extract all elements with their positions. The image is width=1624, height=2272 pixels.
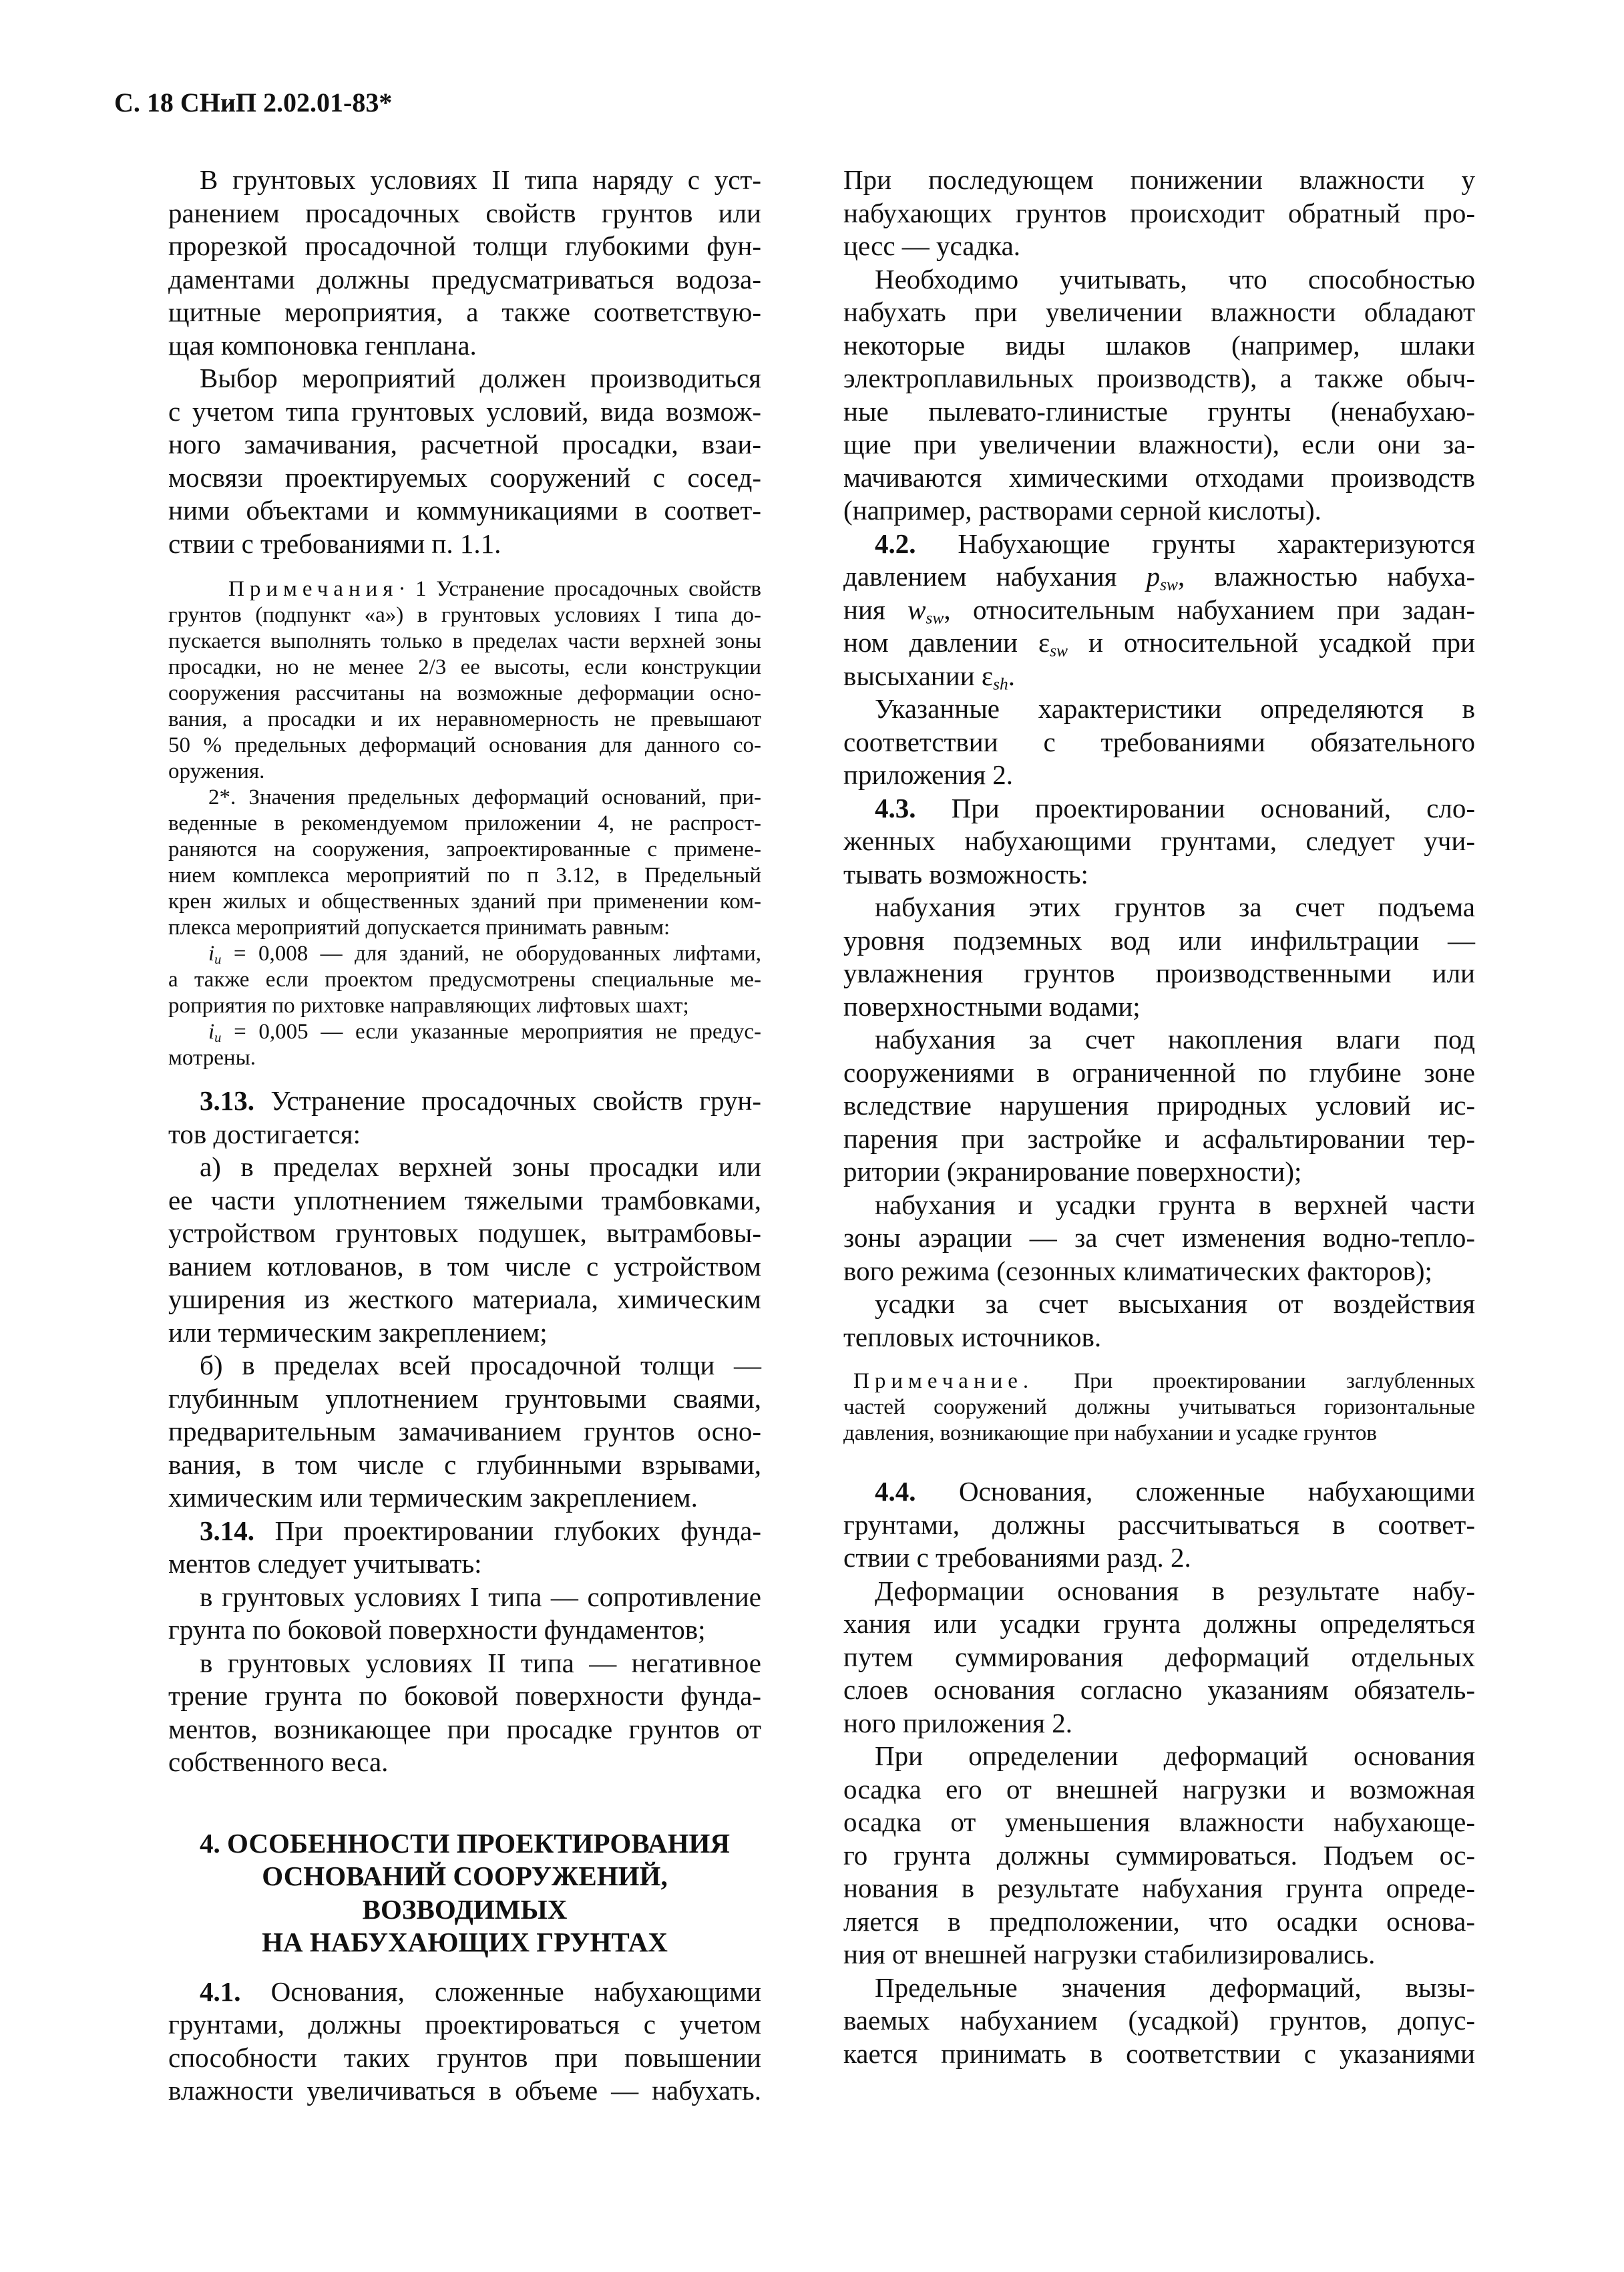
text-line: мосвязи проектируемых сооружений с сосед- [168,461,761,493]
text-line: женных набухающими грунтами, следует учи- [843,825,1475,856]
note-paragraph [168,1019,761,1071]
subscript: u [214,1030,222,1046]
text-line: набухания за счет накопления влаги под [875,1024,1475,1055]
paragraph [843,792,1475,892]
text-line: ее части уплотнением тяжелыми трамбовками, [168,1184,761,1215]
text-run: , относительным набуханием при задан- [944,594,1475,625]
clause-number: 3.14. [200,1515,254,1546]
text-line: соответствии с требованиями обязательного [843,726,1475,757]
text-line [843,1368,1475,1394]
text-line: 4. ОСОБЕННОСТИ ПРОЕКТИРОВАНИЯ [200,1827,730,1859]
text-line: ними объектами и коммуникациями в соответ- [168,495,761,526]
text-line: глубинным уплотнением грунтовыми сваями, [168,1382,761,1414]
text-line: грунта по боковой поверхности фундаментов; [168,1614,706,1645]
text-run: , влажностью набуха- [1178,561,1475,592]
text-line: ного замачивания, расчетной просадки, взаи- [168,429,761,459]
paragraph [168,1647,761,1779]
text-line: влажности увеличиваться в объеме — набухать. [168,2075,761,2106]
text-line: ментов следует учитывать: [168,1548,482,1579]
paragraph [843,693,1475,792]
text-line: сооружения рассчитаны на возможные деформации осно- [168,681,761,705]
note-paragraph [843,1368,1475,1447]
text-line: оружения. [168,759,265,783]
paragraph [843,1575,1475,1740]
text-line: плекса мероприятий допускается принимать равным: [168,916,670,940]
text-line: некоторые виды шлаков (например, шлаки [843,329,1475,361]
paragraph [168,362,761,560]
text-line: мотрены. [168,1046,256,1070]
paragraph [168,1151,761,1349]
text-line: ваемых набуханием (усадкой) грунтов, допус- [843,2005,1475,2036]
text-line: ранением просадочных свойств грунтов или [168,197,761,228]
text-line: ванием котлованов, в том числе с устройством [168,1250,761,1282]
text-line: щие при увеличении влажности), если они за- [843,429,1475,459]
text-line: предварительным замачиванием грунтов осно- [168,1416,761,1447]
paragraph [168,1085,761,1151]
text-line [168,1085,761,1118]
text-line: ментов, возникающее при просадке грунтов от [168,1713,761,1744]
text-line: ствии с требованиями п. 1.1. [168,528,501,559]
paragraph [843,263,1475,528]
text-line: с учетом типа грунтовых условий, вида возмож- [168,395,761,427]
paragraph [843,1189,1475,1288]
text-line: в грунтовых условиях I типа — сопротивление [200,1581,761,1612]
text-line: раняются на сооружения, запроектированные с примене- [168,837,761,862]
paragraph [168,164,761,362]
text-line: ного приложения 2. [843,1707,1073,1738]
text-line: просадки, но не менее 2/3 ее высоты, если конструкции [168,655,761,679]
text-line: набухания этих грунтов за счет подъема [875,892,1475,922]
note-paragraph [168,941,761,1019]
text-line: осадка его от внешней нагрузки и возможная [843,1773,1475,1805]
text-line: приложения 2. [843,759,1014,790]
text-line [843,560,1475,594]
text-line: прорезкой просадочной толщи глубокими фун- [168,230,761,261]
text-line: НА НАБУХАЮЩИХ ГРУНТАХ [262,1927,668,1957]
text-line: даментами должны предусматриваться водоза- [168,263,761,295]
text-line: Предельные значения деформаций, вызы- [875,1971,1475,2003]
text-line: электроплавильных производств), а также обыч- [843,363,1475,393]
text-line: увлажнения грунтов производственными или [843,958,1475,988]
text-line: набухать при увеличении влажности обладают [843,297,1475,327]
subscript: sh [993,674,1008,693]
text-line: При определении деформаций основания [875,1740,1475,1771]
text-line: пускается выполнять только в пределах части верхней зоны [168,629,761,653]
text-line: слоев основания согласно указаниям обязатель- [843,1674,1475,1705]
paragraph [843,164,1475,263]
text-line: цесс — усадка. [843,230,1021,261]
text-run: Набухающие грунты характеризуются [916,528,1475,559]
text-line: ОСНОВАНИЙ СООРУЖЕНИЙ, [262,1861,668,1891]
text-line [843,594,1475,627]
text-line: Выбор мероприятий должен производиться [200,363,761,393]
clause-number: 4.2. [875,528,916,559]
text-line: вания, а просадки и их неравномерность не превышают [168,707,761,731]
section-heading [168,1827,761,1959]
text-line [843,660,1475,693]
text-line: ляется в предположении, что осадки основа- [843,1905,1475,1937]
subscript: sw [926,608,944,627]
text-line: давления, возникающие при набухании и усадке грунтов [843,1421,1377,1445]
text-line: собственного веса. [168,1746,389,1777]
right-column [843,164,1475,2070]
page-header: С. 18 СНиП 2.02.01-83* [114,87,393,118]
text-run: высыхании ε [843,660,994,691]
text-run: = 0,008 — для зданий, не оборудованных лифтами, [221,942,761,966]
text-line: уширения из жесткого материала, химическим [168,1284,761,1314]
text-line: щая компоновка генплана. [168,329,477,361]
text-line [168,1019,761,1045]
text-line: в грунтовых условиях II типа — негативное [200,1647,761,1678]
text-run: давлением набухания [843,561,1147,592]
text-line: ВОЗВОДИМЫХ [362,1893,568,1925]
paragraph [168,1349,761,1515]
text-line: парения при застройке и асфальтировании тер- [843,1123,1475,1154]
paragraph [843,1971,1475,2071]
text-line: нования в результате набухания грунта опреде- [843,1873,1475,1903]
text-line: мачиваются химическими отходами производств [843,461,1475,493]
text-line: хания или усадки грунта должны определяться [843,1608,1475,1639]
text-line: ствии с требованиями разд. 2. [843,1542,1191,1573]
text-line [843,792,1475,825]
note-paragraph [168,576,761,785]
text-run: · 1 Устранение просадочных свойств [398,577,761,601]
text-line [843,1475,1475,1509]
text-line: ритории (экранирование поверхности); [843,1156,1302,1187]
symbol: i [208,1020,215,1044]
text-line: ные пылевато-глинистые грунты (ненабухаю- [843,395,1475,427]
text-line: тов достигается: [168,1118,361,1149]
symbol: p [1146,561,1161,592]
subscript: sw [1050,641,1068,660]
clause-number: 4.3. [875,792,916,823]
text-line: зоны аэрации — за счет изменения водно-тепло- [843,1222,1475,1253]
clause-number: 4.4. [875,1476,916,1507]
text-run: и относительной усадкой при [1068,627,1475,658]
text-run: При проектировании оснований, сло- [916,792,1475,823]
text-run: При проектировании глубоких фунда- [254,1515,761,1546]
text-line [168,1975,761,2009]
text-line: щитные мероприятия, а также соответствую- [168,297,761,327]
clause-number: 3.13. [200,1085,254,1116]
clause-number: 4.1. [200,1975,241,2007]
text-line: тепловых источников. [843,1321,1102,1352]
note-block [843,1368,1475,1447]
text-line: грунтами, должны проектироваться с учетом [168,2009,761,2040]
text-run: Устранение просадочных свойств грун- [254,1085,761,1116]
text-line: путем суммирования деформаций отдельных [843,1641,1475,1672]
text-line: ния от внешней нагрузки стабилизировались. [843,1939,1376,1969]
text-line: вследствие нарушения природных условий ис- [843,1090,1475,1121]
text-line: (например, растворами серной кислоты). [843,495,1322,526]
text-run: Основания, сложенные набухающими [240,1975,761,2007]
paragraph [168,1975,761,2108]
text-run: . [1008,660,1015,691]
text-line: При последующем понижении влажности у [843,164,1475,195]
text-line: а) в пределах верхней зоны просадки или [200,1151,761,1182]
symbol: i [208,942,215,966]
paragraph [843,891,1475,1023]
text-run: При проектировании заглубленных [1034,1369,1475,1393]
symbol: w [907,594,926,625]
text-line: роприятия по рихтовке направляющих лифтовых шахт; [168,994,689,1018]
note-paragraph [168,785,761,941]
note-block [168,576,761,1071]
text-line: осадка от уменьшения влажности набухающе- [843,1807,1475,1837]
text-line [168,576,761,602]
text-line: вого режима (сезонных климатических факторов); [843,1255,1432,1286]
text-line: а также если проектом предусмотрены специальные ме- [168,968,761,992]
text-line [168,1515,761,1548]
text-line: уровня подземных вод или инфильтрации — [843,924,1475,956]
paragraph [843,1740,1475,1971]
text-line: кается принимать в соответствии с указаниями [843,2038,1475,2069]
text-line: устройством грунтовых подушек, вытрамбовы- [168,1217,761,1248]
text-line: химическим или термическим закреплением. [168,1482,698,1513]
text-line: нием комплекса мероприятий по п 3.12, в Предельный [168,864,761,888]
text-run: Основания, сложенные набухающими [916,1476,1475,1507]
text-line: Указанные характеристики определяются в [875,693,1475,724]
paragraph [843,528,1475,693]
text-line: Деформации основания в результате набу- [875,1575,1475,1606]
text-line: грунтов (подпункт «а») в грунтовых условиях I типа до- [168,603,761,627]
text-line: усадки за счет высыхания от воздействия [875,1288,1475,1319]
text-run: ния [843,594,908,625]
paragraph [843,1475,1475,1575]
text-line: б) в пределах всей просадочной толщи — [200,1350,761,1380]
text-line [843,528,1475,561]
text-line: или термическим закреплением; [168,1316,548,1348]
text-run: = 0,005 — если указанные мероприятия не предус- [221,1020,761,1044]
paragraph [843,1288,1475,1354]
note-label: Примечание. [853,1369,1034,1393]
text-line: тывать возможность: [843,858,1088,890]
text-line: набухания и усадки грунта в верхней части [875,1189,1475,1220]
subscript: sw [1160,575,1179,594]
note-label: Примечания [228,577,399,601]
text-line: сооружениями в ограниченной по глубине зоне [843,1057,1475,1088]
paragraph [843,1023,1475,1189]
text-line: набухающих грунтов происходит обратный про- [843,197,1475,228]
text-run: ном давлении ε [843,627,1050,658]
paragraph [168,1515,761,1581]
left-column [168,164,761,2108]
paragraph [168,1581,761,1647]
text-line: В грунтовых условиях II типа наряду с уст- [200,164,761,195]
text-line: поверхностными водами; [843,990,1141,1022]
text-line: частей сооружений должны учитываться горизонтальные [843,1395,1475,1419]
subscript: u [214,952,222,968]
text-line: крен жилых и общественных зданий при применении ком- [168,890,761,914]
text-line: го грунта должны суммироваться. Подъем ос- [843,1839,1475,1871]
text-line: 50 % предельных деформаций основания для данного со- [168,733,761,757]
text-line [168,941,761,967]
text-line [843,626,1475,660]
text-line: грунтами, должны рассчитываться в соответ- [843,1509,1475,1540]
text-line: веденные в рекомендуемом приложении 4, не распрост- [168,811,761,835]
text-line: 2*. Значения предельных деформаций оснований, при- [208,785,761,809]
text-line: трение грунта по боковой поверхности фунда- [168,1680,761,1711]
text-line: способности таких грунтов при повышении [168,2042,761,2073]
text-line: вания, в том числе с глубинными взрывами, [168,1449,761,1480]
text-line: Необходимо учитывать, что способностью [875,263,1475,295]
